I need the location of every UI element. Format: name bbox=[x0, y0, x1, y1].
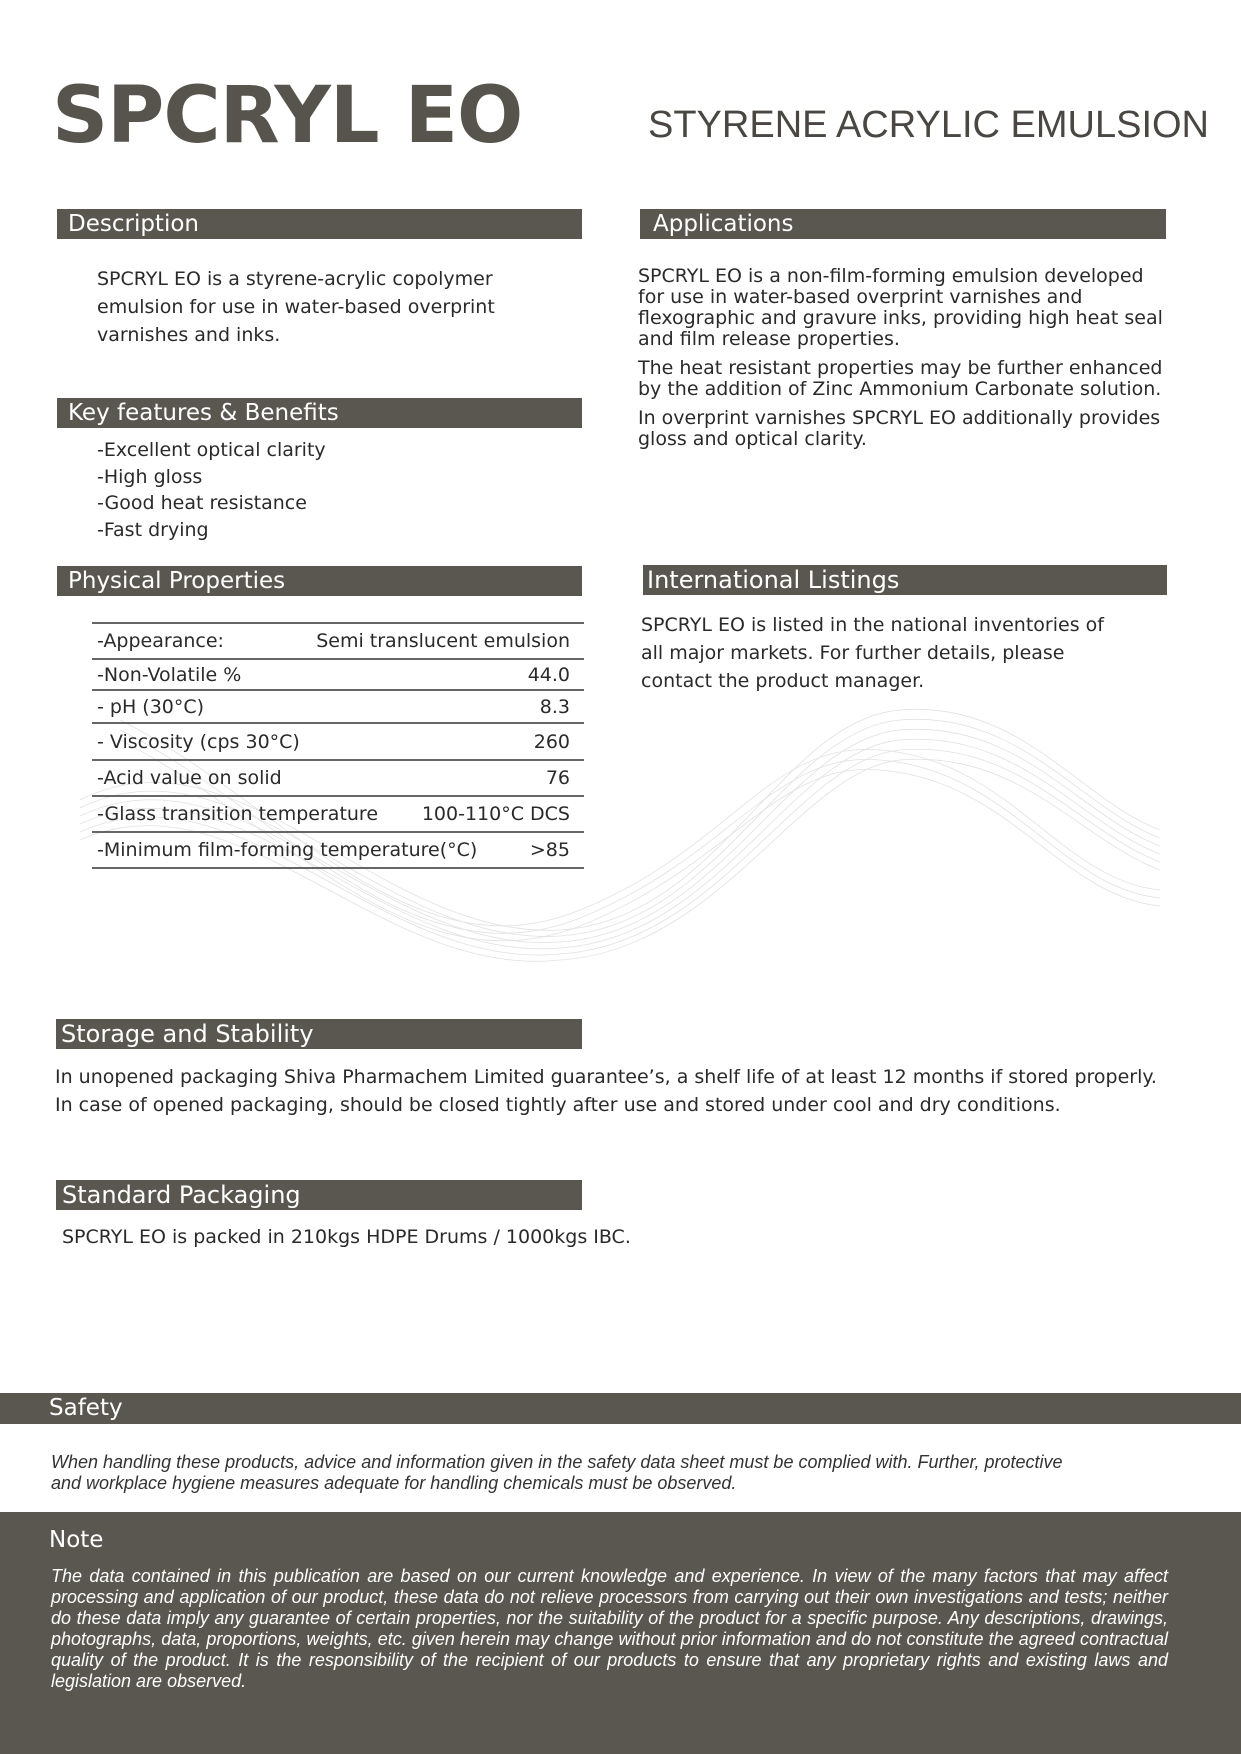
property-label: -Glass transition temperature bbox=[97, 803, 379, 825]
applications-paragraph: In overprint varnishes SPCRYL EO additionally provides gloss and optical clarity. bbox=[638, 407, 1161, 450]
list-item: -Good heat resistance bbox=[97, 492, 307, 514]
safety-heading: Safety bbox=[49, 1395, 123, 1421]
packaging-text: SPCRYL EO is packed in 210kgs HDPE Drums / 1000kgs IBC. bbox=[62, 1226, 631, 1248]
storage-line: In unopened packaging Shiva Pharmachem Limited guarantee’s, a shelf life of at least 12 months if stored properly. bbox=[55, 1066, 1157, 1088]
storage-heading: Storage and Stability bbox=[56, 1019, 582, 1049]
safety-band bbox=[0, 1393, 1241, 1424]
property-value: 76 bbox=[545, 767, 570, 789]
note-heading: Note bbox=[49, 1527, 104, 1553]
safety-text: When handling these products, advice and information given in the safety data sheet must be complied with. Further, protective and workplace hygiene measures adequate for handling chemicals must be observed. bbox=[51, 1452, 1063, 1493]
storage-text bbox=[55, 1063, 1205, 1119]
features-list bbox=[97, 437, 326, 543]
note-text: The data contained in this publication are based on our current knowledge and experience. In view of the many factors that may affect processing and application of our product, these data do not relieve processors from carrying out their own investigations and tests; neither do these data imply any guarantee of certain properties, nor the suitability of the product for a specific purpose. Any descriptions, drawings, photographs, data, proportions, weights, etc. given herein may change without prior information and do not constitute the agreed contractual quality of the product. It is the responsibility of the recipient of our products to ensure that any proprietary rights and existing laws and legislation are observed. bbox=[51, 1566, 1168, 1691]
applications-text bbox=[638, 266, 1168, 450]
property-label: -Minimum film-forming temperature(°C) bbox=[97, 839, 478, 861]
property-label: -Non-Volatile % bbox=[97, 663, 242, 686]
table-row bbox=[92, 833, 584, 869]
property-value: 260 bbox=[533, 730, 570, 753]
product-type: STYRENE ACRYLIC EMULSION bbox=[648, 104, 1210, 146]
listings-heading: International Listings bbox=[643, 565, 1167, 595]
property-label: - Viscosity (cps 30°C) bbox=[97, 730, 300, 753]
product-name: SPCRYL EO bbox=[52, 71, 523, 161]
listings-text: SPCRYL EO is listed in the national inventories of all major markets. For further details, please contact the product manager. bbox=[641, 614, 1104, 692]
applications-paragraph: SPCRYL EO is a non-film-forming emulsion developed for use in water-based overprint varnishes and flexographic and gravure inks, providing high heat seal and film release properties. bbox=[638, 265, 1163, 350]
property-value: 8.3 bbox=[539, 695, 570, 718]
table-row bbox=[92, 691, 584, 724]
table-row bbox=[92, 660, 584, 691]
list-item: -Excellent optical clarity bbox=[97, 439, 326, 461]
table-row bbox=[92, 797, 584, 833]
storage-line: In case of opened packaging, should be closed tightly after use and stored under cool and dry conditions. bbox=[55, 1094, 1061, 1116]
physical-heading: Physical Properties bbox=[57, 566, 582, 596]
property-value: Semi translucent emulsion bbox=[316, 630, 570, 652]
list-item: -Fast drying bbox=[97, 518, 209, 541]
features-heading: Key features & Benefits bbox=[57, 398, 582, 428]
applications-paragraph: The heat resistant properties may be further enhanced by the addition of Zinc Ammonium Carbonate solution. bbox=[638, 357, 1163, 400]
property-label: -Acid value on solid bbox=[97, 767, 282, 789]
applications-heading: Applications bbox=[640, 209, 1166, 239]
table-row bbox=[92, 761, 584, 797]
description-text: SPCRYL EO is a styrene-acrylic copolymer emulsion for use in water-based overprint varnishes and inks. bbox=[97, 268, 495, 346]
description-heading: Description bbox=[57, 209, 582, 239]
property-value: 44.0 bbox=[527, 663, 570, 686]
table-row bbox=[92, 724, 584, 761]
table-row bbox=[92, 624, 584, 660]
property-label: -Appearance: bbox=[97, 630, 224, 652]
property-value: >85 bbox=[529, 839, 570, 861]
packaging-heading: Standard Packaging bbox=[56, 1180, 582, 1210]
physical-properties-table bbox=[92, 622, 584, 869]
property-label: - pH (30°C) bbox=[97, 695, 205, 718]
property-value: 100-110°C DCS bbox=[421, 803, 570, 825]
list-item: -High gloss bbox=[97, 465, 203, 488]
